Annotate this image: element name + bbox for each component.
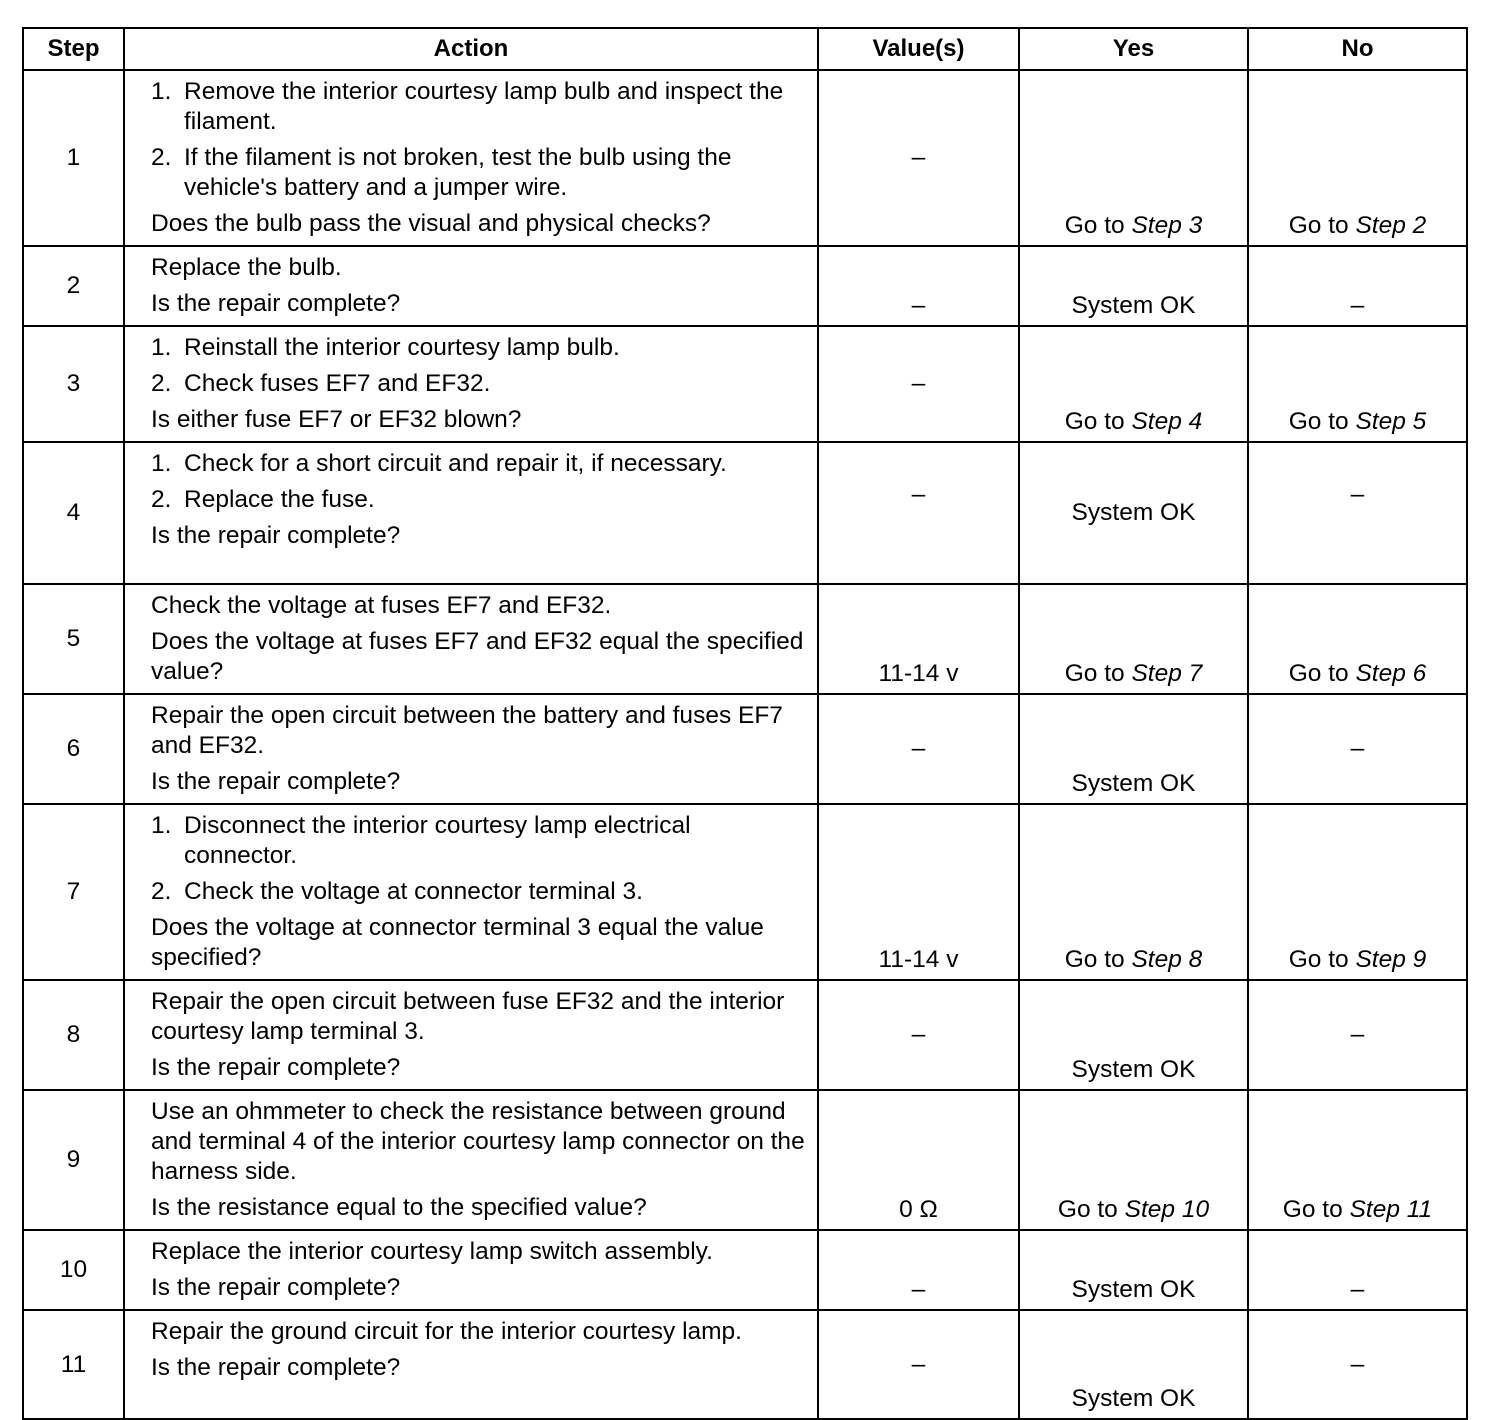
yes-text: Go to Step 7	[1064, 660, 1203, 687]
value-text: –	[911, 144, 926, 171]
action-item: If the filament is not broken, test the bulb using the vehicle's battery and a jumper wire.	[184, 144, 732, 201]
no-cell	[1248, 1230, 1467, 1310]
value-text: 11-14 v	[878, 660, 959, 687]
table-row	[23, 584, 1467, 694]
yes-text: System OK	[1071, 1276, 1196, 1303]
action-item: Disconnect the interior courtesy lamp electrical connector.	[184, 812, 691, 869]
yes-cell	[1019, 694, 1248, 804]
yes-cell	[1019, 1310, 1248, 1419]
yes-cell	[1019, 442, 1248, 584]
value-cell	[818, 326, 1019, 442]
action-question: Is the repair complete?	[151, 1274, 401, 1301]
yes-step-link: Step 4	[1131, 408, 1203, 435]
action-item: Check for a short circuit and repair it, if necessary.	[184, 450, 727, 477]
action-question: Is the repair complete?	[151, 290, 401, 317]
action-item: Check fuses EF7 and EF32.	[184, 370, 491, 397]
step-number: 5	[23, 584, 124, 694]
action-text: Replace the interior courtesy lamp switch assembly.	[151, 1238, 713, 1265]
step-number: 6	[23, 694, 124, 804]
value-text: –	[911, 735, 926, 762]
value-cell	[818, 442, 1019, 584]
no-cell	[1248, 246, 1467, 326]
no-text: –	[1350, 735, 1365, 762]
no-cell	[1248, 584, 1467, 694]
action-question: Is the repair complete?	[151, 1054, 401, 1081]
no-step-link: Step 6	[1355, 660, 1427, 687]
yes-step-link: Step 3	[1131, 212, 1203, 239]
action-cell	[124, 694, 818, 804]
table-row	[23, 694, 1467, 804]
no-cell	[1248, 694, 1467, 804]
step-number: 1	[23, 70, 124, 246]
table-row	[23, 980, 1467, 1090]
action-cell	[124, 246, 818, 326]
no-text: –	[1350, 1276, 1365, 1303]
action-cell	[124, 1310, 818, 1419]
yes-cell	[1019, 980, 1248, 1090]
action-text: Repair the open circuit between the battery and fuses EF7 and EF32.	[151, 702, 783, 759]
action-question: Is the repair complete?	[151, 1354, 401, 1381]
header-row	[23, 28, 1467, 70]
action-text: Repair the open circuit between fuse EF32 and the interior courtesy lamp terminal 3.	[151, 988, 785, 1045]
value-cell	[818, 584, 1019, 694]
no-cell	[1248, 1310, 1467, 1419]
table-row	[23, 804, 1467, 980]
value-text: –	[911, 1276, 926, 1303]
yes-text: System OK	[1071, 1056, 1196, 1083]
yes-cell	[1019, 326, 1248, 442]
no-text: Go to Step 11	[1282, 1196, 1433, 1223]
yes-text: Go to Step 3	[1064, 212, 1203, 239]
no-text: –	[1350, 292, 1365, 319]
action-item: Reinstall the interior courtesy lamp bulb.	[184, 334, 620, 361]
header-no: No	[1248, 28, 1467, 70]
value-cell	[818, 246, 1019, 326]
header-values: Value(s)	[818, 28, 1019, 70]
yes-step-link: Step 7	[1131, 660, 1203, 687]
action-cell	[124, 584, 818, 694]
action-question: Does the bulb pass the visual and physical checks?	[151, 210, 711, 237]
step-number: 7	[23, 804, 124, 980]
value-cell	[818, 1230, 1019, 1310]
step-number: 2	[23, 246, 124, 326]
value-cell	[818, 1090, 1019, 1230]
no-step-link: Step 2	[1355, 212, 1427, 239]
action-item: Remove the interior courtesy lamp bulb and inspect the filament.	[184, 78, 784, 135]
action-cell	[124, 980, 818, 1090]
no-cell	[1248, 70, 1467, 246]
step-number: 9	[23, 1090, 124, 1230]
value-cell	[818, 694, 1019, 804]
action-cell: 1. Remove the interior courtesy lamp bulb and inspect the filament. 2. If the filament is not broken, test the bulb using the vehicle's battery and a jumper wire. Does the bulb pass the visual and physical checks?	[124, 70, 818, 246]
action-text: Repair the ground circuit for the interior courtesy lamp.	[151, 1318, 742, 1345]
yes-text: System OK	[1071, 770, 1196, 797]
action-text: Replace the bulb.	[151, 254, 342, 281]
action-text: Use an ohmmeter to check the resistance between ground and terminal 4 of the interior courtesy lamp connector on the harness side.	[151, 1098, 805, 1185]
table-row	[23, 1090, 1467, 1230]
action-question: Is the resistance equal to the specified value?	[151, 1194, 647, 1221]
value-text: –	[911, 1350, 926, 1378]
header-yes: Yes	[1019, 28, 1248, 70]
yes-text: Go to Step 8	[1064, 946, 1203, 973]
no-cell	[1248, 326, 1467, 442]
no-text: Go to Step 9	[1288, 946, 1427, 973]
yes-text: System OK	[1071, 1385, 1196, 1412]
table-row	[23, 246, 1467, 326]
yes-cell	[1019, 1090, 1248, 1230]
yes-cell	[1019, 1230, 1248, 1310]
action-question: Does the voltage at fuses EF7 and EF32 equal the specified value?	[151, 628, 804, 685]
yes-text: System OK	[1071, 499, 1196, 526]
action-text: Check the voltage at fuses EF7 and EF32.	[151, 592, 612, 619]
yes-step-link: Step 8	[1131, 946, 1203, 973]
yes-cell	[1019, 584, 1248, 694]
action-cell: 1. Check for a short circuit and repair it, if necessary. 2. Replace the fuse. Is the repair complete?	[124, 442, 818, 584]
yes-text: Go to Step 4	[1064, 408, 1203, 435]
value-cell	[818, 1310, 1019, 1419]
no-text: Go to Step 2	[1288, 212, 1427, 239]
step-number: 8	[23, 980, 124, 1090]
action-cell: 1. Reinstall the interior courtesy lamp bulb. 2. Check fuses EF7 and EF32. Is either fuse EF7 or EF32 blown?	[124, 326, 818, 442]
step-number: 11	[23, 1310, 124, 1419]
yes-text: System OK	[1071, 292, 1196, 319]
no-text: –	[1350, 1021, 1365, 1048]
value-text: –	[911, 481, 926, 508]
yes-cell	[1019, 246, 1248, 326]
table-row	[23, 442, 1467, 584]
value-text: –	[911, 370, 926, 397]
value-cell	[818, 980, 1019, 1090]
action-question: Is the repair complete?	[151, 768, 401, 795]
action-question: Is the repair complete?	[151, 522, 401, 549]
no-step-link: Step 11	[1349, 1196, 1433, 1223]
no-step-link: Step 5	[1355, 408, 1427, 435]
step-number: 10	[23, 1230, 124, 1310]
action-item: Replace the fuse.	[184, 486, 375, 513]
diagnostic-table	[22, 27, 1468, 1420]
value-text: 11-14 v	[878, 946, 959, 973]
yes-step-link: Step 10	[1124, 1196, 1210, 1223]
no-cell	[1248, 980, 1467, 1090]
no-cell	[1248, 1090, 1467, 1230]
action-cell: 1. Disconnect the interior courtesy lamp electrical connector. 2. Check the voltage at connector terminal 3. Does the voltage at connector terminal 3 equal the value specified?	[124, 804, 818, 980]
no-text: Go to Step 5	[1288, 408, 1427, 435]
header-action: Action	[124, 28, 818, 70]
table-row	[23, 1230, 1467, 1310]
step-number: 3	[23, 326, 124, 442]
value-text: 0 Ω	[899, 1196, 938, 1223]
action-cell	[124, 1090, 818, 1230]
action-question: Does the voltage at connector terminal 3 equal the value specified?	[151, 914, 764, 971]
yes-cell	[1019, 70, 1248, 246]
no-cell	[1248, 804, 1467, 980]
action-item: Check the voltage at connector terminal 3.	[184, 878, 643, 905]
value-cell	[818, 804, 1019, 980]
no-text: –	[1350, 1350, 1365, 1378]
action-question: Is either fuse EF7 or EF32 blown?	[151, 406, 522, 433]
header-step: Step	[23, 28, 124, 70]
value-text: –	[911, 292, 926, 319]
table-row	[23, 326, 1467, 442]
no-cell	[1248, 442, 1467, 584]
no-text: –	[1350, 481, 1365, 508]
table-row	[23, 70, 1467, 246]
yes-text: Go to Step 10	[1057, 1196, 1210, 1223]
value-text: –	[911, 1021, 926, 1048]
no-step-link: Step 9	[1355, 946, 1427, 973]
value-cell	[818, 70, 1019, 246]
action-cell	[124, 1230, 818, 1310]
yes-cell	[1019, 804, 1248, 980]
no-text: Go to Step 6	[1288, 660, 1427, 687]
table-row	[23, 1310, 1467, 1419]
step-number: 4	[23, 442, 124, 584]
